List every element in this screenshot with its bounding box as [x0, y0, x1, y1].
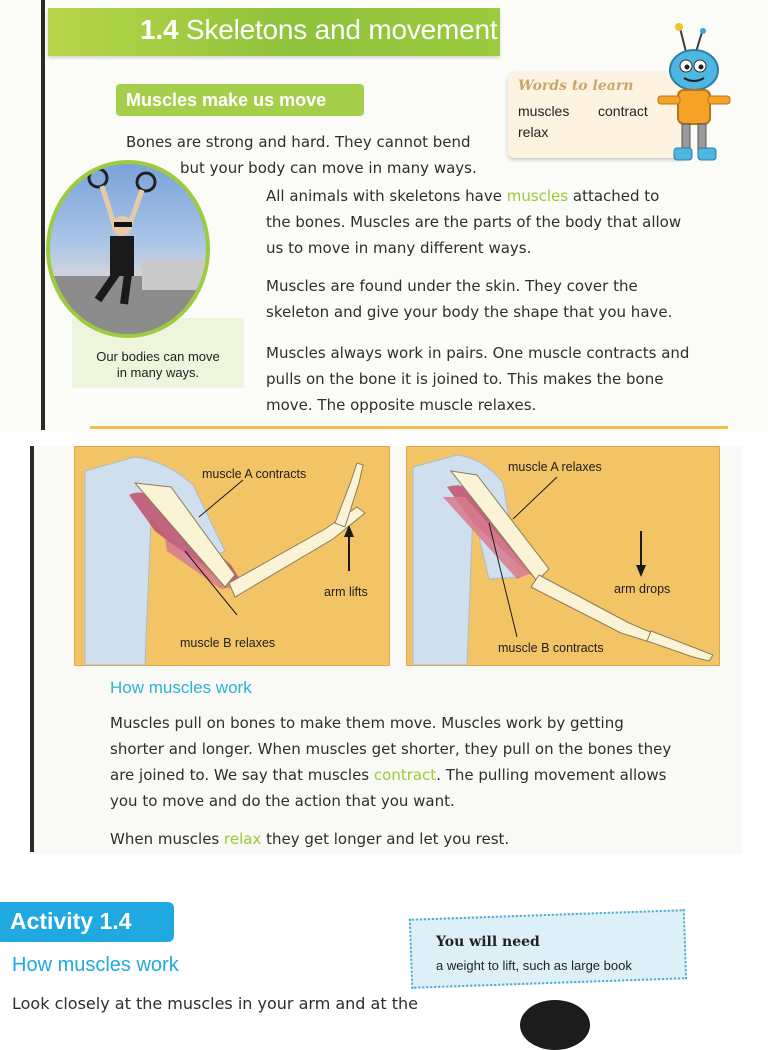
- para1-text: All animals with skeletons have: [266, 187, 507, 205]
- activity-tab: [0, 902, 174, 942]
- para1-line-3: us to move in many different ways.: [266, 239, 532, 257]
- activity-body-text: Look closely at the muscles in your arm and at the: [12, 994, 418, 1013]
- word-muscles: muscles: [518, 103, 570, 119]
- how-line-5: [110, 826, 509, 852]
- how-line-5-pre: When muscles: [110, 830, 225, 848]
- words-to-learn-title: Words to learn: [518, 78, 634, 94]
- how-line-3-pre: are joined to. We say that muscles: [110, 766, 374, 784]
- how-line-3-post: . The pulling movement allows: [436, 766, 667, 784]
- arm-drops-diagram: [407, 447, 719, 665]
- word-relax: relax: [518, 124, 549, 140]
- photo-caption-line-2: in many ways.: [116, 365, 200, 380]
- lesson-number: 1.4: [140, 14, 179, 45]
- intro-line-1: Bones are strong and hard. They cannot bend: [126, 133, 471, 151]
- how-line-4: you to move and do the action that you want.: [110, 792, 455, 810]
- label-arm-lifts: arm lifts: [324, 585, 368, 599]
- para2-line-1: Muscles are found under the skin. They cover the: [266, 277, 638, 295]
- photo-caption-line-1: Our bodies can move: [96, 349, 220, 364]
- diagram-panel-arm-drops: [406, 446, 720, 666]
- para1-line-1: [266, 183, 659, 209]
- how-line-2: shorter and longer. When muscles get shorter, they pull on the bones they: [110, 740, 672, 758]
- word-contract: contract: [598, 103, 648, 119]
- how-line-5-post: they get longer and let you rest.: [261, 830, 510, 848]
- page-margin-rule: [30, 446, 34, 852]
- activity-subtitle: How muscles work: [12, 954, 179, 976]
- para2-line-2: skeleton and give your body the shape that you have.: [266, 303, 673, 321]
- label-muscle-b-relaxes: muscle B relaxes: [180, 636, 276, 650]
- section-heading-pill: [116, 84, 364, 116]
- keyword-relax: relax: [224, 830, 262, 848]
- how-line-3: [110, 762, 666, 788]
- label-muscle-b-contracts: muscle B contracts: [498, 641, 604, 655]
- robot-mascot-illustration: [656, 22, 732, 164]
- how-line-1: Muscles pull on bones to make them move. Muscles work by getting: [110, 714, 624, 732]
- child-on-rings-photo: [46, 160, 210, 338]
- intro-line-2: but your body can move in many ways.: [180, 159, 477, 177]
- page-margin-rule: [41, 0, 45, 430]
- para3-line-2: pulls on the bone it is joined to. This makes the bone: [266, 370, 664, 388]
- keyword-contract: contract: [373, 766, 437, 784]
- cropped-illustration: [520, 1000, 590, 1050]
- para3-line-3: move. The opposite muscle relaxes.: [266, 396, 537, 414]
- para1-line-2: the bones. Muscles are the parts of the body that allow: [266, 213, 682, 231]
- label-arm-drops: arm drops: [614, 582, 671, 596]
- lesson-title: Skeletons and movement: [185, 14, 498, 45]
- section-divider: [90, 426, 728, 429]
- para1-text: attached to: [568, 187, 660, 205]
- you-will-need-text: a weight to lift, such as large book: [436, 958, 632, 973]
- label-muscle-a-relaxes: muscle A relaxes: [508, 460, 602, 474]
- child-on-rings-image: [50, 164, 206, 334]
- page-title: [140, 14, 497, 46]
- activity-tab-label: Activity 1.4: [10, 908, 132, 934]
- keyword-muscles: muscles: [506, 187, 569, 205]
- label-muscle-a-contracts: muscle A contracts: [202, 467, 307, 481]
- para3-line-1: Muscles always work in pairs. One muscle contracts and: [266, 344, 690, 362]
- how-muscles-work-heading: How muscles work: [110, 678, 252, 697]
- you-will-need-title: You will need: [436, 934, 540, 950]
- section-heading: Muscles make us move: [126, 90, 327, 110]
